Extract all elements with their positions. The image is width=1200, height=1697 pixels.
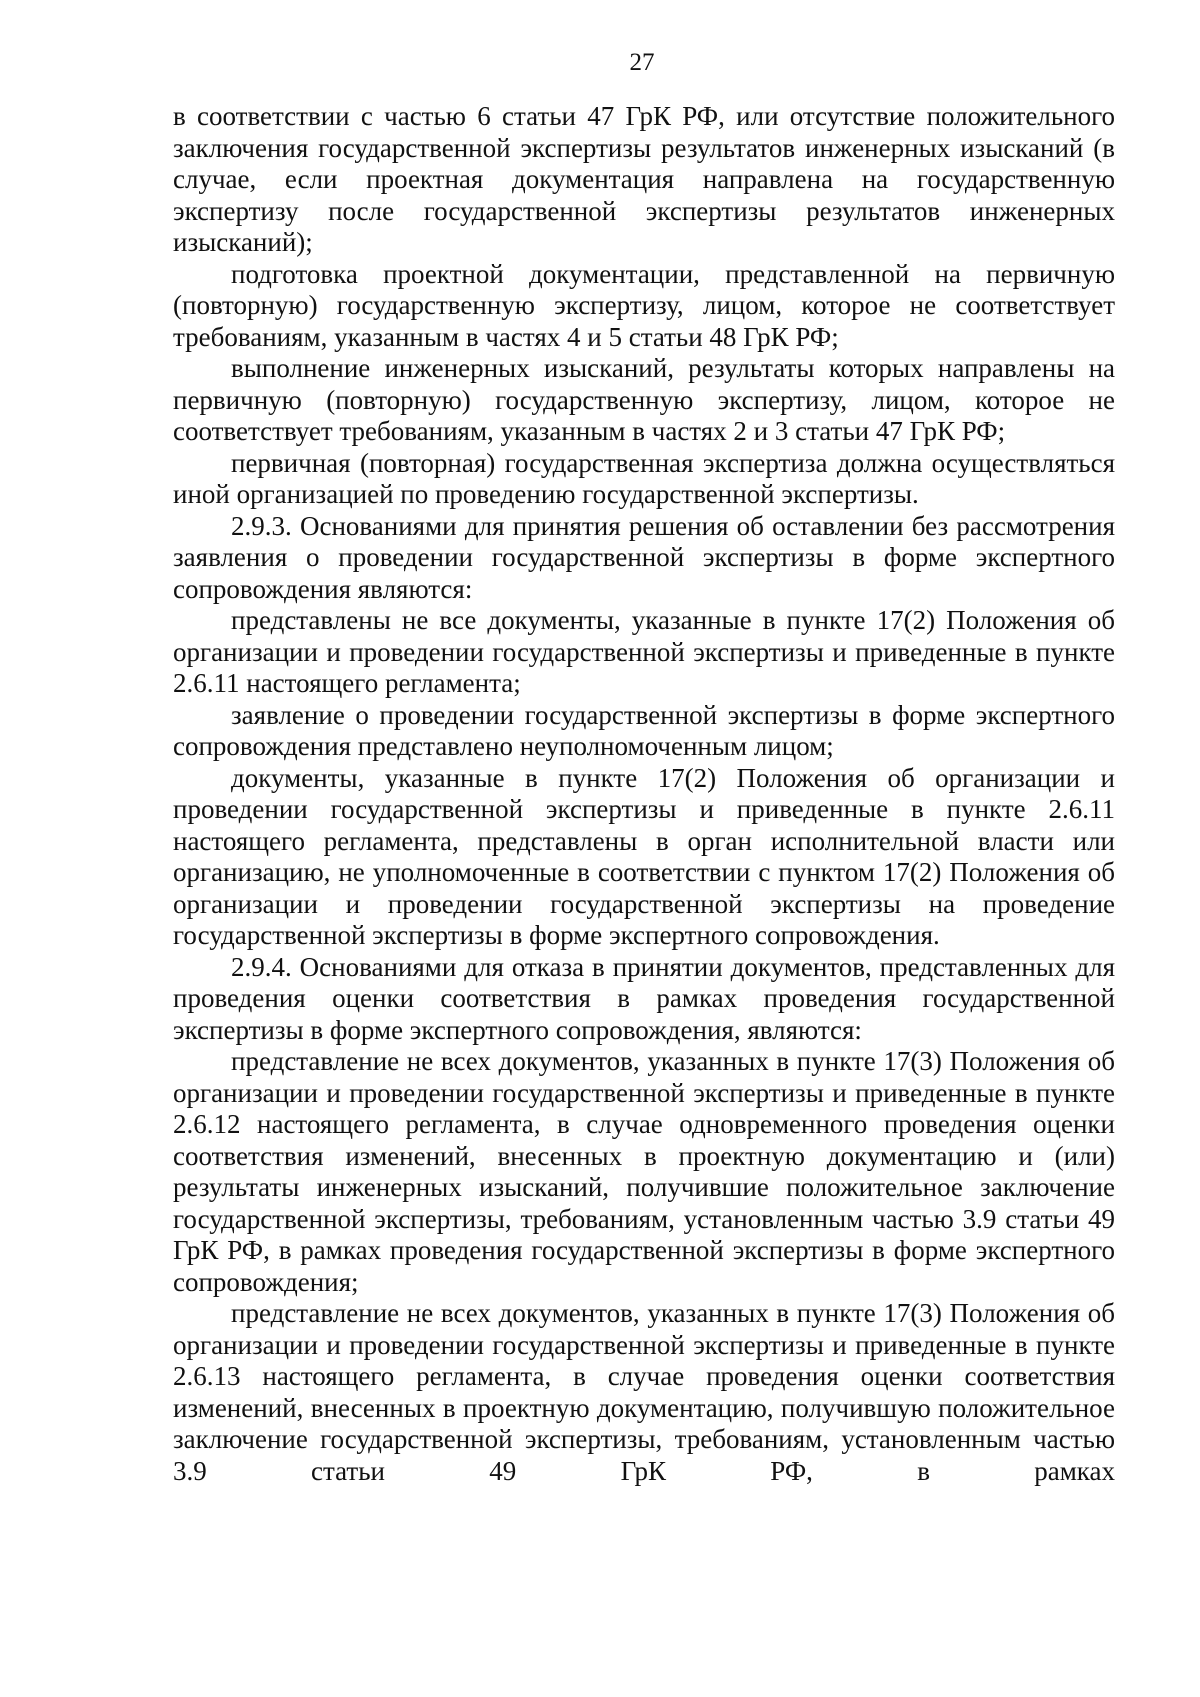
page-number: 27 — [629, 49, 655, 76]
body-text — [173, 101, 1115, 1487]
paragraph-6: представлены не все документы, указанные в пункте 17(2) Положения об организации и проведении государственной экспертизы и приведенные в пункте 2.6.11 настоящего регламента; — [173, 605, 1115, 698]
paragraph-section-2-9-3: 2.9.3. Основаниями для принятия решения об оставлении без рассмотрения заявления о проведении государственной экспертизы в форме экспертного сопровождения являются: — [173, 510, 1115, 604]
paragraph-4: первичная (повторная) государственная экспертиза должна осуществляться иной организацией по проведению государственной экспертизы. — [173, 447, 1115, 509]
paragraph-11: представление не всех документов, указанных в пункте 17(3) Положения об организации и проведении государственной экспертизы и приведенные в пункте 2.6.13 настоящего регламента, в случае проведения оценки соответствия изменений, внесенных в проектную документацию, получившую положительное заключение государственной экспертизы, требованиям, установленным частью 3.9 статьи 49 ГрК РФ, в рамках — [173, 1298, 1115, 1486]
paragraph-8: документы, указанные в пункте 17(2) Положения об организации и проведении государственной экспертизы и приведенные в пункте 2.6.11 настоящего регламента, представлены в орган исполнительной власти или организацию, не уполномоченные в соответствии с пунктом 17(2) Положения об организации и проведении государственной экспертизы на проведение государственной экспертизы в форме экспертного сопровождения. — [173, 762, 1115, 950]
paragraph-7: заявление о проведении государственной экспертизы в форме экспертного сопровождения представлено неуполномоченным лицом; — [173, 699, 1115, 761]
paragraph-3: выполнение инженерных изысканий, результаты которых направлены на первичную (повторную) государственную экспертизу, лицом, которое не соответствует требованиям, указанным в частях 2 и 3 статьи 47 ГрК РФ; — [173, 353, 1115, 446]
paragraph-10: представление не всех документов, указанных в пункте 17(3) Положения об организации и проведении государственной экспертизы и приведенные в пункте 2.6.12 настоящего регламента, в случае одновременного проведения оценки соответствия изменений, внесенных в проектную документацию и (или) результаты инженерных изысканий, получившие положительное заключение государственной экспертизы, требованиям, установленным частью 3.9 статьи 49 ГрК РФ, в рамках проведения государственной экспертизы в форме экспертного сопровождения; — [173, 1046, 1115, 1297]
paragraph-2: подготовка проектной документации, представленной на первичную (повторную) государственную экспертизу, лицом, которое не соответствует требованиям, указанным в частях 4 и 5 статьи 48 ГрК РФ; — [173, 258, 1115, 352]
paragraph-1-continuation: в соответствии с частью 6 статьи 47 ГрК РФ, или отсутствие положительного заключения государственной экспертизы результатов инженерных изысканий (в случае, если проектная документация направлена на государственную экспертизу после государственной экспертизы результатов инженерных изысканий); — [173, 101, 1115, 257]
paragraph-section-2-9-4: 2.9.4. Основаниями для отказа в принятии документов, представленных для проведения оценки соответствия в рамках проведения государственной экспертизы в форме экспертного сопровождения, являются: — [173, 951, 1115, 1045]
